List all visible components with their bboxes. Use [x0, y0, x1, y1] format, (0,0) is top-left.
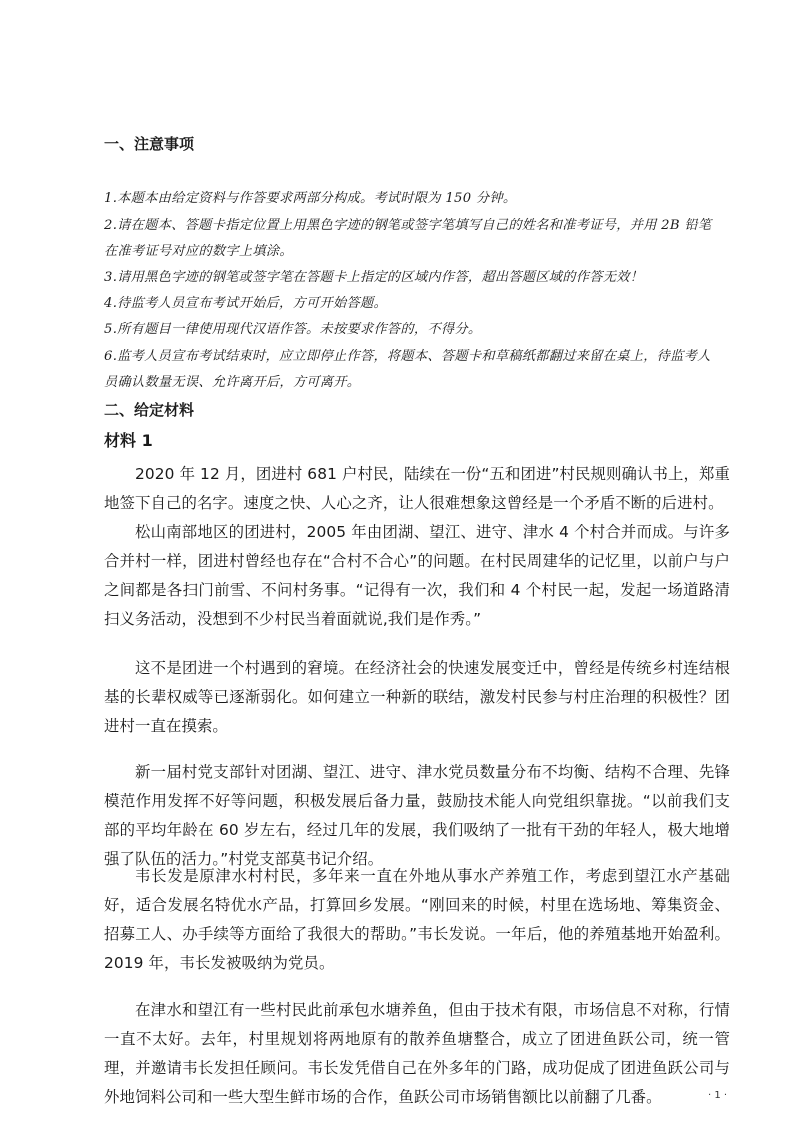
page-number: · 1 ·	[708, 1090, 728, 1101]
material-paragraph-2: 松山南部地区的团进村，2005 年由团湖、望江、进守、津水 4 个村合并而成。与许多合并村一样，团进村曾经也存在“合村不合心”的问题。在村民周建华的记忆里，以前户与户之间都是各扫门前雪、不问村务事。“记得有一次，我们和 4 个村民一起，发起一场道路清扫义务活动，没想到不少村民当着面就说,我们是作秀。”	[104, 523, 730, 628]
material-paragraph-6: 在津水和望江有一些村民此前承包水塘养鱼，但由于技术有限，市场信息不对称，行情一直不太好。去年，村里规划将两地原有的散养鱼塘整合，成立了团进鱼跃公司，统一管理，并邀请韦长发担任顾问。韦长发凭借自己在外多年的门路，成功促成了团进鱼跃公司与外地饲料公司和一些大型生鲜市场的合作，鱼跃公司市场销售额比以前翻了几番。	[104, 1001, 730, 1106]
material-paragraph-5: 韦长发是原津水村村民，多年来一直在外地从事水产养殖工作，考虑到望江水产基础好，适合发展名特优水产品，打算回乡发展。“刚回来的时候，村里在选场地、筹集资金、招募工人、办手续等方面给了我很大的帮助。”韦长发说。一年后，他的养殖基地开始盈利。2019 年，韦长发被吸纳为党员。	[104, 867, 730, 972]
section-heading-notice: 一、注意事项	[104, 135, 195, 153]
notice-item-3: 3.请用黑色字迹的钢笔或签字笔在答题卡上指定的区域内作答，超出答题区域的作答无效！	[104, 270, 644, 285]
notice-item-4: 4.待监考人员宣布考试开始后，方可开始答题。	[104, 296, 387, 311]
material-title: 材料 1	[104, 431, 153, 450]
notice-item-2: 2.请在题本、答题卡指定位置上用黑色字迹的钢笔或签字笔填写自己的姓名和准考证号，并用 2B 铅笔在准考证号对应的数字上填涂。	[104, 218, 712, 259]
material-paragraph-1: 2020 年 12 月，团进村 681 户村民，陆续在一份“五和团进”村民规则确认书上，郑重地签下自己的名字。速度之快、人心之齐，让人很难想象这曾经是一个矛盾不断的后进村。	[104, 465, 730, 512]
section-heading-materials: 二、给定材料	[104, 401, 195, 419]
notice-item-6: 6.监考人员宣布考试结束时，应立即停止作答，将题本、答题卡和草稿纸都翻过来留在桌上，待监考人员确认数量无误、允许离开后，方可离开。	[104, 349, 711, 390]
material-paragraph-3: 这不是团进一个村遇到的窘境。在经济社会的快速发展变迁中，曾经是传统乡村连结根基的长辈权威等已逐渐弱化。如何建立一种新的联结，激发村民参与村庄治理的积极性？团进村一直在摸索。	[104, 659, 730, 735]
notice-item-1: 1.本题本由给定资料与作答要求两部分构成。考试时限为 150 分钟。	[104, 191, 517, 206]
material-paragraph-4: 新一届村党支部针对团湖、望江、进守、津水党员数量分布不均衡、结构不合理、先锋模范作用发挥不好等问题，积极发展后备力量，鼓励技术能人向党组织靠拢。“以前我们支部的平均年龄在 60 岁左右，经过几年的发展，我们吸纳了一批有干劲的年轻人，极大地增强了队伍的活力。”村党支部莫书记介绍。	[104, 763, 730, 868]
notice-item-5: 5.所有题目一律使用现代汉语作答。未按要求作答的，不得分。	[104, 322, 482, 337]
